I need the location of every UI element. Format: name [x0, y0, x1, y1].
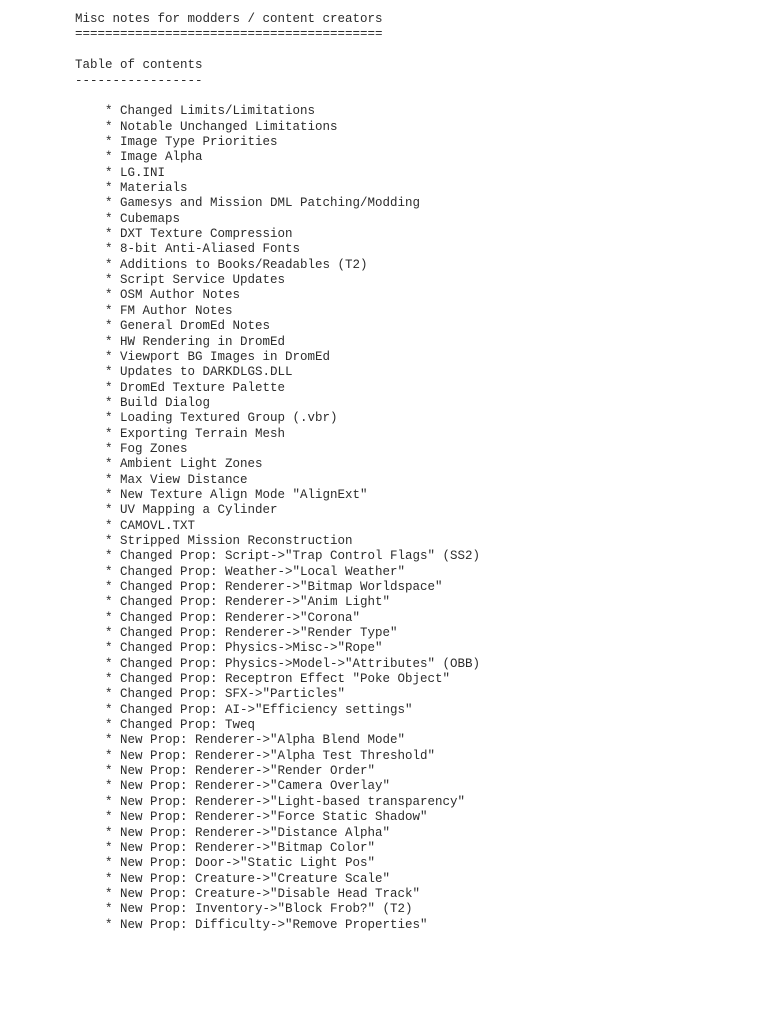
bullet-marker: * — [105, 764, 113, 779]
toc-item — [75, 826, 755, 841]
toc-item-label: Changed Prop: Renderer->"Anim Light" — [120, 595, 391, 610]
bullet-marker: * — [105, 242, 113, 257]
toc-item — [75, 872, 755, 887]
toc-item-label: DromEd Texture Palette — [120, 380, 286, 395]
toc-item — [75, 611, 755, 626]
toc-item — [75, 104, 755, 119]
toc-item — [75, 150, 755, 165]
bullet-marker: * — [105, 441, 113, 456]
bullet-marker: * — [105, 273, 113, 288]
bullet-marker: * — [105, 211, 113, 226]
toc-item-label: Additions to Books/Readables (T2) — [120, 257, 368, 272]
toc-item — [75, 580, 755, 595]
toc-item-label: OSM Author Notes — [120, 288, 241, 303]
bullet-marker: * — [105, 902, 113, 917]
bullet-marker: * — [105, 472, 113, 487]
bullet-marker: * — [105, 687, 113, 702]
toc-item — [75, 733, 755, 748]
toc-item-label: Changed Prop: SFX->"Particles" — [120, 687, 346, 702]
toc-item-label: New Prop: Renderer->"Distance Alpha" — [120, 825, 391, 840]
toc-item-label: Changed Prop: Renderer->"Corona" — [120, 610, 361, 625]
toc-item — [75, 196, 755, 211]
bullet-marker: * — [105, 227, 113, 242]
toc-item-label: New Prop: Door->"Static Light Pos" — [120, 856, 376, 871]
toc-item — [75, 135, 755, 150]
toc-item — [75, 519, 755, 534]
toc-item-label: DXT Texture Compression — [120, 227, 293, 242]
toc-item — [75, 473, 755, 488]
bullet-marker: * — [105, 825, 113, 840]
toc-item-label: Notable Unchanged Limitations — [120, 119, 338, 134]
toc-item-label: HW Rendering in DromEd — [120, 334, 286, 349]
bullet-marker: * — [105, 257, 113, 272]
toc-item-label: General DromEd Notes — [120, 319, 271, 334]
toc-item-label: 8-bit Anti-Aliased Fonts — [120, 242, 301, 257]
toc-item-label: Script Service Updates — [120, 273, 286, 288]
toc-item — [75, 181, 755, 196]
toc-item — [75, 534, 755, 549]
toc-item — [75, 810, 755, 825]
toc-item — [75, 764, 755, 779]
toc-heading: Table of contents — [75, 58, 203, 73]
toc-item-label: Changed Prop: Renderer->"Bitmap Worldspace" — [120, 580, 443, 594]
toc-item — [75, 503, 755, 518]
toc-item-label: New Prop: Renderer->"Alpha Test Threshold" — [120, 748, 436, 763]
toc-item — [75, 902, 755, 917]
spacer — [75, 89, 755, 104]
toc-item — [75, 120, 755, 135]
toc-item-label: UV Mapping a Cylinder — [120, 503, 278, 518]
bullet-marker: * — [105, 380, 113, 395]
table-of-contents — [75, 104, 755, 933]
bullet-marker: * — [105, 779, 113, 794]
toc-item — [75, 856, 755, 871]
toc-item-label: Viewport BG Images in DromEd — [120, 349, 331, 364]
toc-item-label: Image Type Priorities — [120, 135, 278, 150]
toc-item — [75, 273, 755, 288]
bullet-marker: * — [105, 595, 113, 610]
bullet-marker: * — [105, 672, 113, 687]
toc-item — [75, 672, 755, 687]
toc-item — [75, 488, 755, 503]
toc-item-label: Changed Prop: Tweq — [120, 718, 256, 733]
toc-item — [75, 703, 755, 718]
bullet-marker: * — [105, 917, 113, 932]
toc-item-label: New Prop: Renderer->"Alpha Blend Mode" — [120, 733, 406, 748]
toc-item — [75, 304, 755, 319]
toc-item-label: New Prop: Renderer->"Light-based transparency" — [120, 794, 466, 809]
toc-item-label: Changed Prop: Renderer->"Render Type" — [120, 626, 398, 641]
toc-item — [75, 626, 755, 641]
bullet-marker: * — [105, 181, 113, 196]
bullet-marker: * — [105, 150, 113, 165]
bullet-marker: * — [105, 196, 113, 211]
bullet-marker: * — [105, 886, 113, 901]
toc-item-label: Exporting Terrain Mesh — [120, 426, 286, 441]
toc-item — [75, 795, 755, 810]
toc-item-label: Changed Limits/Limitations — [120, 104, 316, 119]
bullet-marker: * — [105, 135, 113, 150]
toc-item — [75, 595, 755, 610]
toc-item — [75, 565, 755, 580]
bullet-marker: * — [105, 457, 113, 472]
toc-item-label: New Prop: Difficulty->"Remove Properties" — [120, 917, 428, 932]
toc-item-label: CAMOVL.TXT — [120, 518, 196, 533]
toc-item — [75, 549, 755, 564]
toc-item — [75, 457, 755, 472]
title-underline: ========================================= — [75, 27, 383, 42]
bullet-marker: * — [105, 104, 113, 119]
bullet-marker: * — [105, 626, 113, 641]
toc-item-label: Changed Prop: Script->"Trap Control Flags" (SS2) — [120, 549, 481, 564]
toc-item — [75, 657, 755, 672]
toc-item — [75, 381, 755, 396]
toc-item-label: Cubemaps — [120, 211, 181, 226]
toc-item-label: Build Dialog — [120, 395, 211, 410]
toc-item — [75, 779, 755, 794]
bullet-marker: * — [105, 610, 113, 625]
toc-item-label: Materials — [120, 181, 188, 196]
toc-item — [75, 288, 755, 303]
bullet-marker: * — [105, 871, 113, 886]
bullet-marker: * — [105, 411, 113, 426]
bullet-marker: * — [105, 656, 113, 671]
bullet-marker: * — [105, 349, 113, 364]
toc-underline: ----------------- — [75, 73, 203, 88]
toc-item — [75, 242, 755, 257]
toc-item — [75, 227, 755, 242]
bullet-marker: * — [105, 748, 113, 763]
bullet-marker: * — [105, 303, 113, 318]
toc-item-label: New Texture Align Mode "AlignExt" — [120, 487, 368, 502]
bullet-marker: * — [105, 580, 113, 594]
toc-item — [75, 319, 755, 334]
bullet-marker: * — [105, 549, 113, 564]
toc-item-label: Changed Prop: AI->"Efficiency settings" — [120, 702, 413, 717]
bullet-marker: * — [105, 733, 113, 748]
toc-item-label: New Prop: Renderer->"Camera Overlay" — [120, 779, 391, 794]
document — [75, 12, 755, 933]
toc-item — [75, 365, 755, 380]
bullet-marker: * — [105, 518, 113, 533]
toc-item — [75, 641, 755, 656]
toc-item — [75, 396, 755, 411]
toc-item-label: Max View Distance — [120, 472, 248, 487]
bullet-marker: * — [105, 165, 113, 180]
bullet-marker: * — [105, 533, 113, 548]
bullet-marker: * — [105, 794, 113, 809]
toc-item-label: New Prop: Renderer->"Bitmap Color" — [120, 840, 376, 855]
document-title: Misc notes for modders / content creators — [75, 12, 383, 26]
toc-item-label: Image Alpha — [120, 150, 203, 165]
bullet-marker: * — [105, 288, 113, 303]
bullet-marker: * — [105, 810, 113, 825]
bullet-marker: * — [105, 840, 113, 855]
toc-item-label: Ambient Light Zones — [120, 457, 263, 472]
bullet-marker: * — [105, 487, 113, 502]
bullet-marker: * — [105, 702, 113, 717]
toc-item — [75, 427, 755, 442]
toc-item-label: Updates to DARKDLGS.DLL — [120, 365, 293, 380]
bullet-marker: * — [105, 718, 113, 733]
toc-item — [75, 442, 755, 457]
toc-item-label: New Prop: Creature->"Disable Head Track" — [120, 886, 421, 901]
toc-item-label: Changed Prop: Physics->Model->"Attributes" (OBB) — [120, 656, 481, 671]
toc-item — [75, 212, 755, 227]
bullet-marker: * — [105, 426, 113, 441]
toc-item-label: New Prop: Creature->"Creature Scale" — [120, 871, 391, 886]
toc-item — [75, 687, 755, 702]
toc-item-label: LG.INI — [120, 165, 166, 180]
toc-item-label: New Prop: Renderer->"Force Static Shadow" — [120, 810, 428, 825]
bullet-marker: * — [105, 564, 113, 579]
toc-item — [75, 350, 755, 365]
bullet-marker: * — [105, 119, 113, 134]
toc-item — [75, 887, 755, 902]
toc-item — [75, 335, 755, 350]
toc-item-label: New Prop: Inventory->"Block Frob?" (T2) — [120, 902, 413, 917]
toc-item — [75, 749, 755, 764]
toc-item-label: Stripped Mission Reconstruction — [120, 533, 353, 548]
toc-item-label: Changed Prop: Physics->Misc->"Rope" — [120, 641, 383, 656]
toc-item — [75, 411, 755, 426]
toc-item-label: Changed Prop: Weather->"Local Weather" — [120, 564, 406, 579]
spacer — [75, 43, 755, 58]
toc-item — [75, 841, 755, 856]
bullet-marker: * — [105, 365, 113, 380]
bullet-marker: * — [105, 641, 113, 656]
toc-item — [75, 718, 755, 733]
bullet-marker: * — [105, 395, 113, 410]
toc-item-label: Fog Zones — [120, 441, 188, 456]
toc-item-label: Changed Prop: Receptron Effect "Poke Object" — [120, 672, 451, 687]
toc-item-label: New Prop: Renderer->"Render Order" — [120, 764, 376, 779]
bullet-marker: * — [105, 319, 113, 334]
toc-item — [75, 258, 755, 273]
toc-item — [75, 166, 755, 181]
toc-item-label: Loading Textured Group (.vbr) — [120, 411, 338, 426]
bullet-marker: * — [105, 503, 113, 518]
toc-item-label: FM Author Notes — [120, 303, 233, 318]
toc-item-label: Gamesys and Mission DML Patching/Modding — [120, 196, 421, 211]
bullet-marker: * — [105, 334, 113, 349]
bullet-marker: * — [105, 856, 113, 871]
toc-item — [75, 918, 755, 933]
